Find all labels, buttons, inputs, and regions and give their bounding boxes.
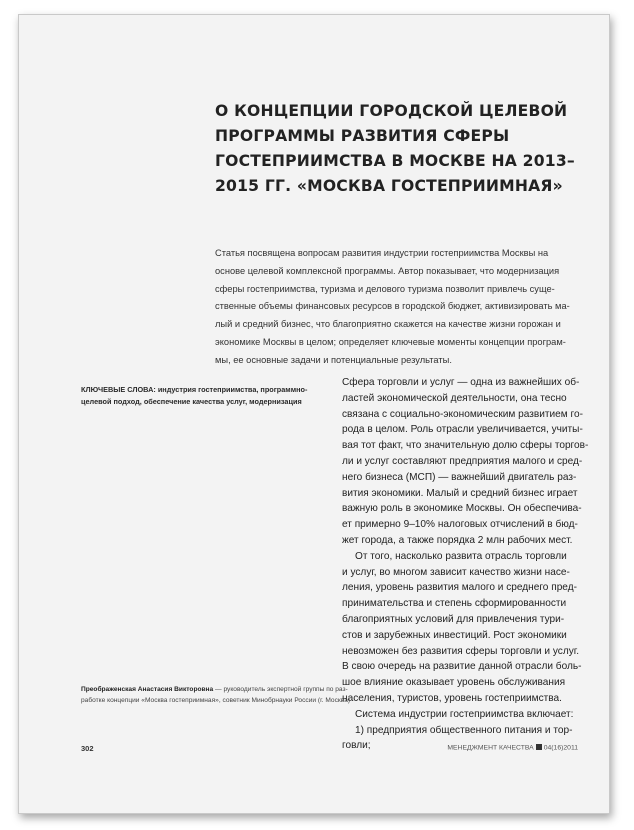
body-line: него бизнеса (МСП) — важнейший двигатель раз-	[342, 471, 577, 483]
keywords-line: целевой подход, обеспечение качества услуг, модернизация	[81, 397, 302, 406]
keywords-line: КЛЮЧЕВЫЕ СЛОВА: индустрия гостеприимства, программно-	[81, 385, 308, 394]
body-line: населения, туристов, уровень гостеприимства.	[342, 692, 562, 704]
author-name: Преображенская Анастасия Викторовна	[81, 686, 214, 693]
abstract-line: мы, ее основные задачи и потенциальные результаты.	[215, 354, 452, 365]
author-note-line	[81, 684, 346, 695]
abstract	[215, 245, 590, 370]
keywords	[81, 384, 341, 408]
abstract-line: экономике Москвы в целом; определяет ключевые моменты концепции програм-	[215, 336, 566, 347]
body-line: вая тот факт, что значительную долю сферы торгов-	[342, 440, 589, 452]
abstract-line: основе целевой комплексной программы. Автор показывает, что модернизация	[215, 265, 560, 276]
body-line: В свою очередь на развитие данной отрасли боль-	[342, 661, 582, 673]
body-line: Система индустрии гостеприимства включает:	[355, 708, 574, 720]
body-line: благоприятных условий для привлечения тури-	[342, 613, 565, 625]
author-note-line: работке концепции «Москва гостеприимная», советник Минобрнауки России (г. Москва)	[81, 697, 351, 704]
title-line: ПРОГРАММЫ РАЗВИТИЯ СФЕРЫ	[215, 127, 510, 145]
body-line: ет примерно 9–10% налоговых отчислений в бюд-	[342, 519, 578, 531]
body-line: От того, насколько развита отрасль торговли	[355, 550, 567, 562]
abstract-line: лый и средний бизнес, что благоприятно скажется на качестве жизни горожан и	[215, 319, 561, 330]
title-line: ГОСТЕПРИИМСТВА В МОСКВЕ НА 2013–	[215, 152, 575, 170]
author-role: — руководитель экспертной группы по раз-	[213, 686, 348, 693]
body-line: ли и услуг составляют предприятия малого и сред-	[342, 455, 583, 467]
journal-name: МЕНЕДЖМЕНТ КАЧЕСТВА	[447, 744, 534, 752]
body-line: говли;	[342, 740, 371, 752]
abstract-line: ственные объемы финансовых ресурсов в городской бюджет, активизировать ма-	[215, 301, 570, 312]
author-note	[81, 684, 351, 706]
page-number: 302	[81, 744, 94, 753]
article-title	[215, 99, 585, 199]
journal-footer	[447, 744, 578, 752]
body-line: шое влияние оказывает уровень обслуживания	[342, 677, 566, 689]
body-line: невозможен без развития сферы торговли и услуг.	[342, 645, 580, 657]
body-line: стов и зарубежных инвестиций. Рост экономики	[342, 629, 567, 641]
body-line: вития экономики. Малый и средний бизнес играет	[342, 487, 578, 499]
body-text	[342, 375, 597, 754]
body-line: рода в целом. Роль отрасли увеличивается, учиты-	[342, 424, 583, 436]
title-line: 2015 ГГ. «МОСКВА ГОСТЕПРИИМНАЯ»	[215, 177, 563, 195]
square-separator-icon	[536, 744, 542, 750]
abstract-line: Статья посвящена вопросам развития индустрии гостеприимства Москвы на	[215, 248, 549, 258]
body-line: и услуг, во многом зависит качество жизни насе-	[342, 566, 570, 578]
journal-issue: 04(16)2011	[543, 744, 578, 752]
body-line: ления, уровень развития малого и среднего пред-	[342, 582, 577, 594]
body-line: принимательства и степень сформированности	[342, 598, 567, 610]
body-line: важную роль в экономике Москвы. Он обеспечива-	[342, 503, 582, 515]
body-line: жет города, а также порядка 2 млн рабочих мест.	[342, 534, 573, 546]
body-line: Сфера торговли и услуг — одна из важнейших об-	[342, 377, 580, 388]
body-line: 1) предприятия общественного питания и тор-	[355, 724, 573, 736]
body-line: ластей экономической деятельности, она тесно	[342, 392, 567, 404]
body-line: связана с социально-экономическим развитием го-	[342, 408, 583, 420]
abstract-line: сферы гостеприимства, туризма и делового туризма позволит привлечь суще-	[215, 283, 555, 294]
title-line: О КОНЦЕПЦИИ ГОРОДСКОЙ ЦЕЛЕВОЙ	[215, 102, 568, 120]
journal-page	[18, 14, 610, 814]
